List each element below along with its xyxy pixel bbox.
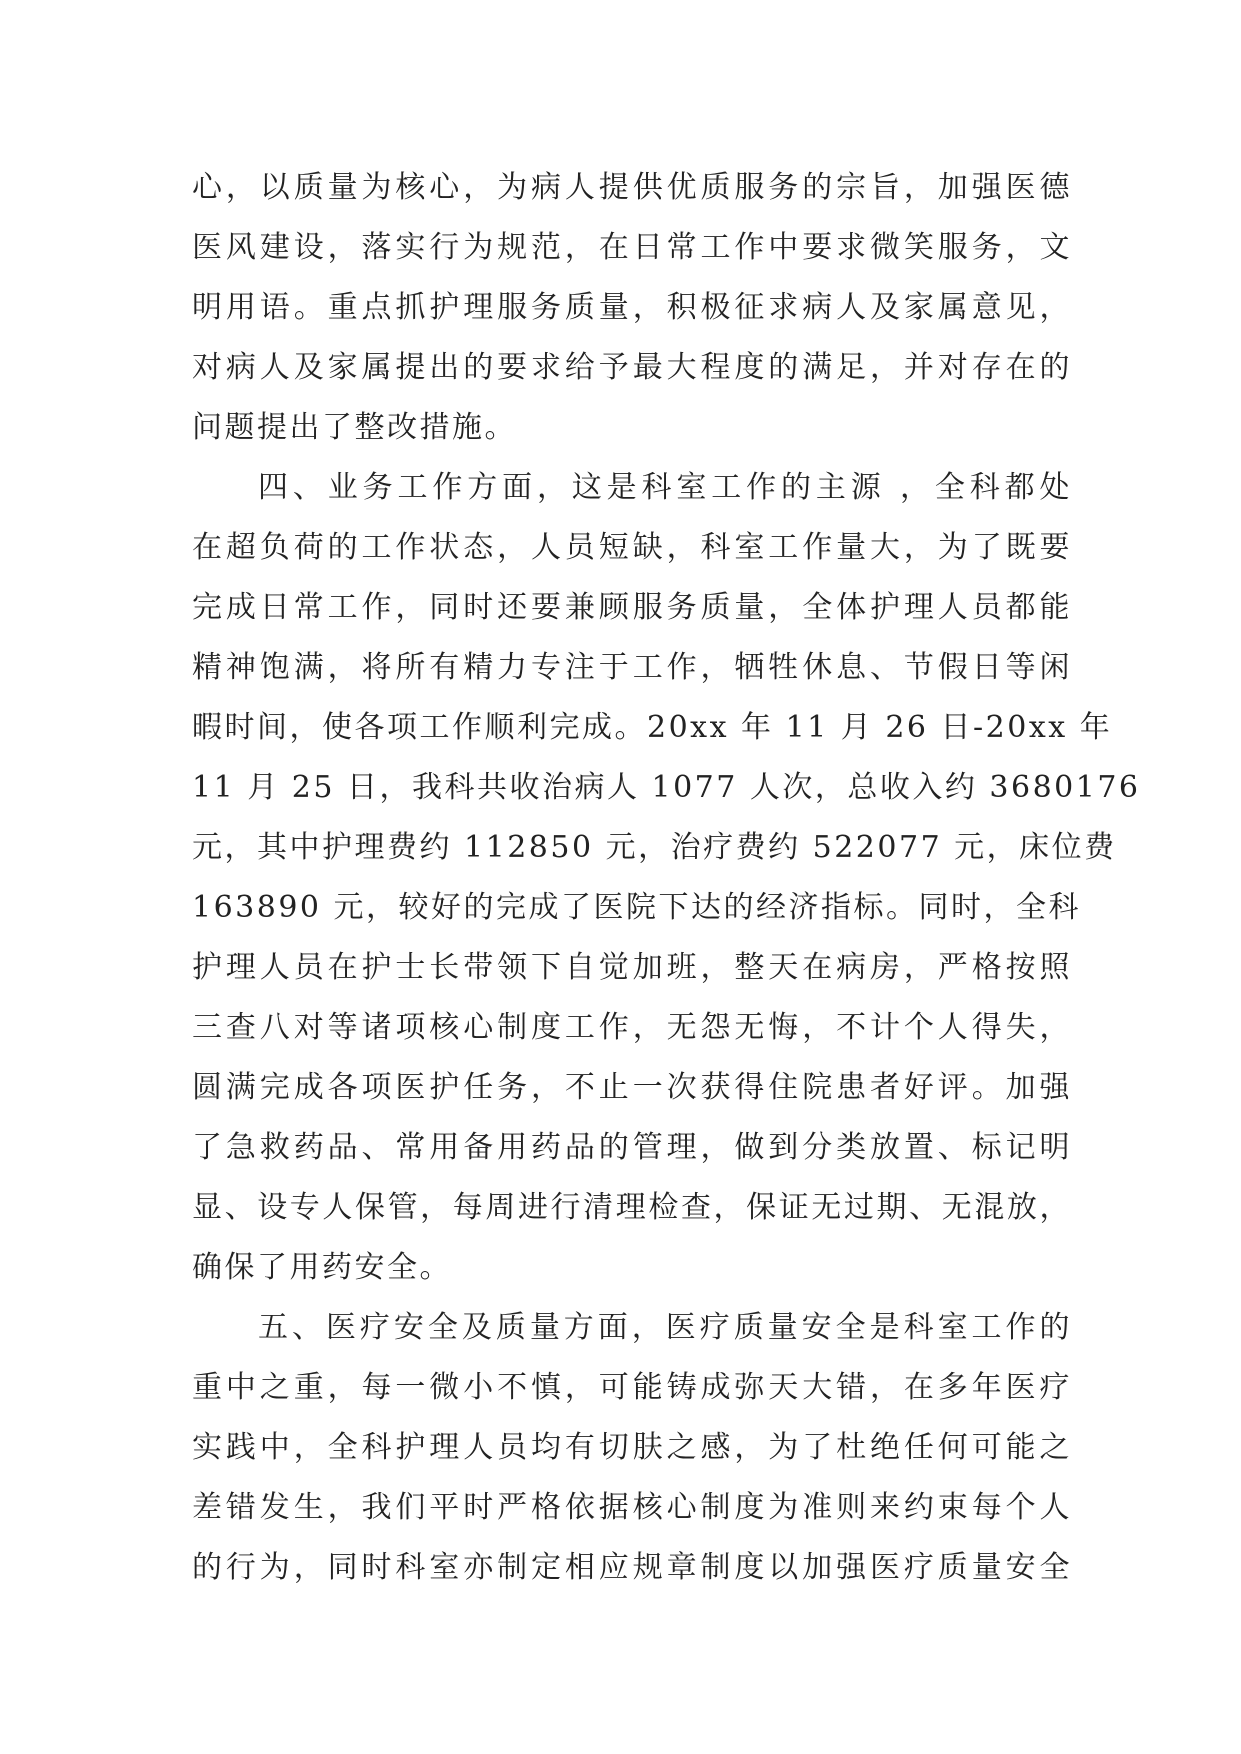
text-line: 圆满完成各项医护任务，不止一次获得住院患者好评。加强 [192,1070,1072,1105]
text-line: 问题提出了整改措施。 [192,410,517,445]
body-text [192,158,1141,1598]
text-line: 精神饱满，将所有精力专注于工作，牺牲休息、节假日等闲 [192,650,1072,685]
text-line: 实践中，全科护理人员均有切肤之感，为了杜绝任何可能之 [192,1430,1072,1465]
text-line: 重中之重，每一微小不慎，可能铸成弥天大错，在多年医疗 [192,1370,1072,1405]
text-line: 护理人员在护士长带领下自觉加班，整天在病房，严格按照 [192,950,1072,985]
text-line: 四、业务工作方面，这是科室工作的主源 ，全科都处 [258,470,1072,505]
text-line: 暇时间，使各项工作顺利完成。20xx 年 11 月 26 日-20xx 年 [192,710,1113,745]
text-line: 完成日常工作，同时还要兼顾服务质量，全体护理人员都能 [192,590,1072,625]
text-line: 在超负荷的工作状态，人员短缺，科室工作量大，为了既要 [192,530,1072,565]
text-line: 显、设专人保管，每周进行清理检查，保证无过期、无混放， [192,1190,1072,1225]
text-line: 163890 元，较好的完成了医院下达的经济指标。同时，全科 [192,890,1082,925]
text-line: 确保了用药安全。 [192,1250,452,1285]
text-line: 差错发生，我们平时严格依据核心制度为准则来约束每个人 [192,1490,1072,1525]
text-line: 心，以质量为核心，为病人提供优质服务的宗旨，加强医德 [192,170,1072,205]
text-line: 医风建设，落实行为规范，在日常工作中要求微笑服务，文 [192,230,1072,265]
text-line: 五、医疗安全及质量方面，医疗质量安全是科室工作的 [258,1310,1072,1345]
text-line: 的行为，同时科室亦制定相应规章制度以加强医疗质量安全 [192,1550,1072,1585]
text-line: 了急救药品、常用备用药品的管理，做到分类放置、标记明 [192,1130,1072,1165]
text-line: 11 月 25 日，我科共收治病人 1077 人次，总收入约 3680176 [192,770,1141,805]
text-line: 明用语。重点抓护理服务质量，积极征求病人及家属意见， [192,290,1072,325]
text-line: 三查八对等诸项核心制度工作，无怨无悔，不计个人得失， [192,1010,1072,1045]
text-line: 元，其中护理费约 112850 元，治疗费约 522077 元，床位费 [192,830,1117,865]
text-line: 对病人及家属提出的要求给予最大程度的满足，并对存在的 [192,350,1072,385]
